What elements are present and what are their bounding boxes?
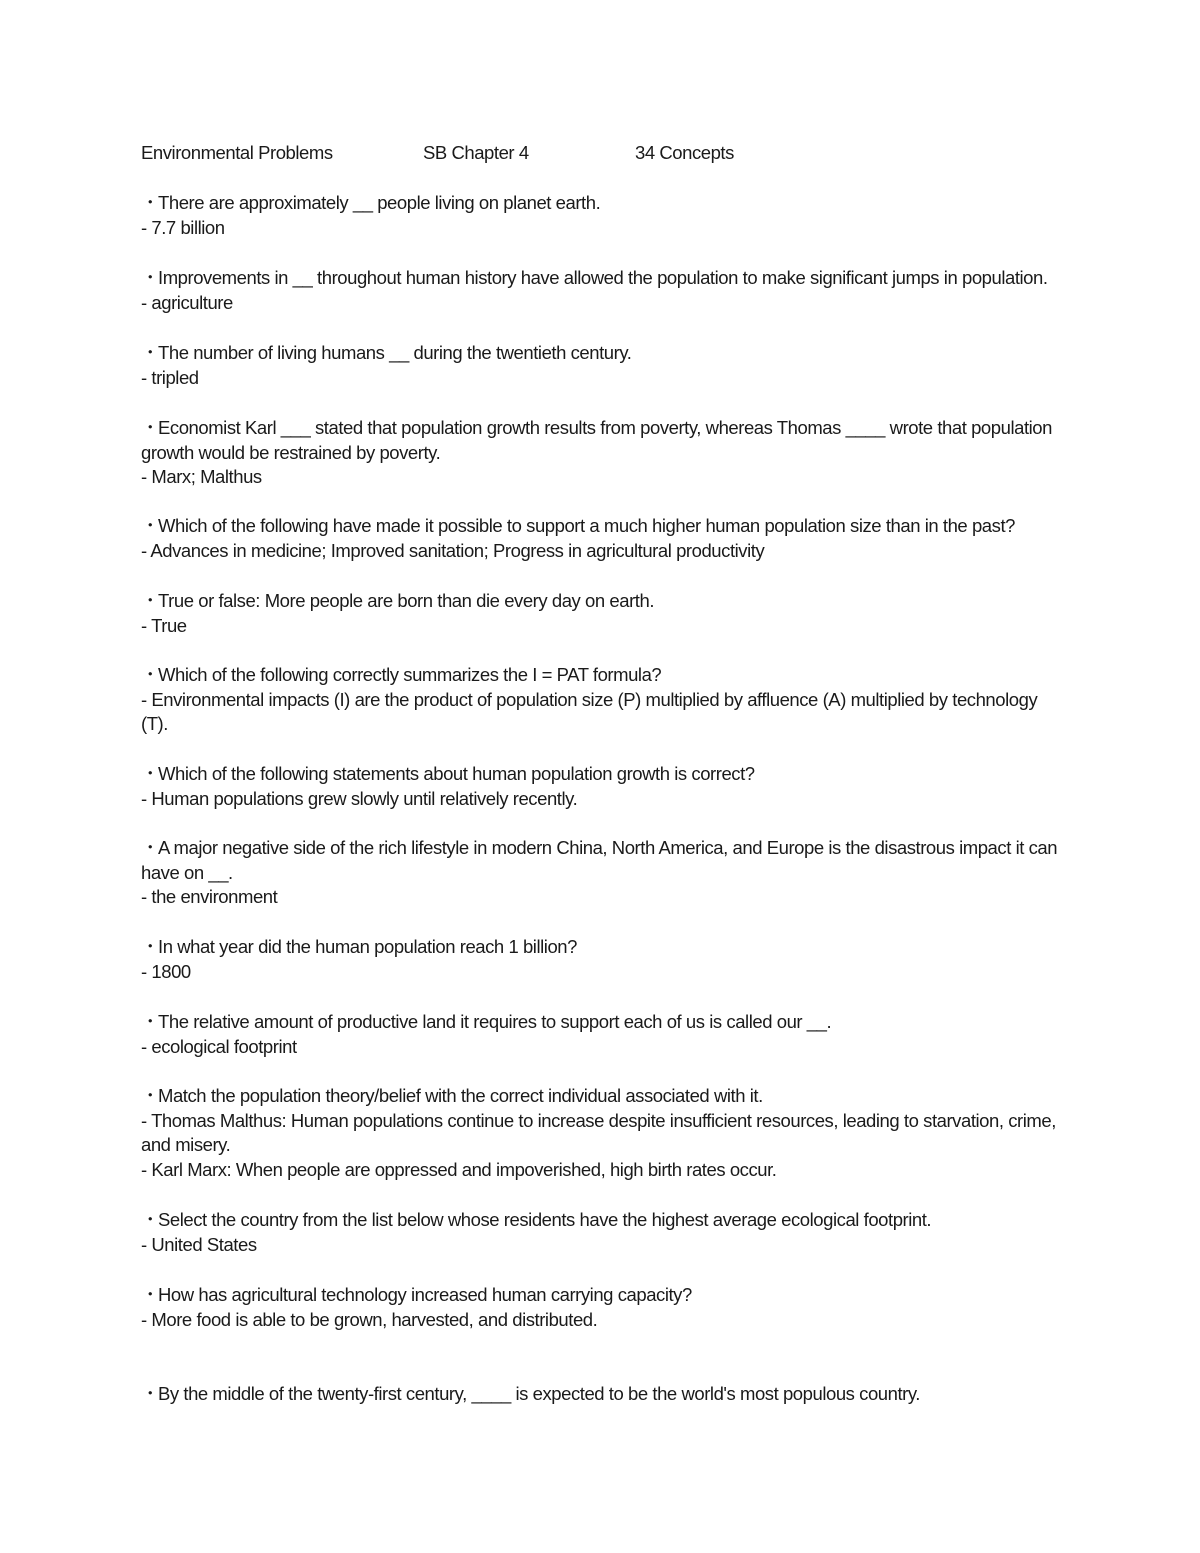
qa-item-11 <box>141 1010 1061 1059</box>
question-text: How has agricultural technology increased human carrying capacity? <box>158 1284 692 1305</box>
bullet-icon: ・ <box>141 342 160 363</box>
question <box>141 1208 1061 1233</box>
question-text: Which of the following statements about human population growth is correct? <box>158 763 755 784</box>
question-text: In what year did the human population reach 1 billion? <box>158 936 577 957</box>
bullet-icon: ・ <box>141 1383 160 1404</box>
answer: - Environmental impacts (I) are the product of population size (P) multiplied by affluence (A) multiplied by technology (T). <box>141 688 1038 735</box>
qa-item-2 <box>141 266 1061 315</box>
question-text: True or false: More people are born than die every day on earth. <box>158 590 655 611</box>
question-text: Improvements in __ throughout human history have allowed the population to make significant jumps in population. <box>158 267 1048 288</box>
question <box>141 1084 1061 1109</box>
question <box>141 589 1061 614</box>
qa-item-1 <box>141 191 1061 240</box>
answer: - 7.7 billion <box>141 216 225 238</box>
qa-item-7 <box>141 663 1061 737</box>
question-text: Which of the following have made it possible to support a much higher human population size than in the past? <box>158 515 1015 536</box>
qa-item-15 <box>141 1382 1061 1407</box>
question <box>141 341 1061 366</box>
bullet-icon: ・ <box>141 192 160 213</box>
bullet-icon: ・ <box>141 936 160 957</box>
question <box>141 762 1061 787</box>
concepts-count: 34 Concepts <box>635 142 734 163</box>
bullet-icon: ・ <box>141 590 160 611</box>
answer: - tripled <box>141 366 199 388</box>
bullet-icon: ・ <box>141 417 160 438</box>
question <box>141 1382 1061 1407</box>
bullet-icon: ・ <box>141 837 160 858</box>
question-text: Select the country from the list below whose residents have the highest average ecological footprint. <box>158 1209 932 1230</box>
question-text: The number of living humans __ during the twentieth century. <box>158 342 632 363</box>
answer: - 1800 <box>141 960 191 982</box>
answer: - True <box>141 614 187 636</box>
qa-item-3 <box>141 341 1061 390</box>
answer: - Karl Marx: When people are oppressed and impoverished, high birth rates occur. <box>141 1159 777 1181</box>
bullet-icon: ・ <box>141 763 160 784</box>
question <box>141 416 1061 465</box>
answer: - Human populations grew slowly until relatively recently. <box>141 787 578 809</box>
bullet-icon: ・ <box>141 1284 160 1305</box>
qa-item-6 <box>141 589 1061 638</box>
question <box>141 1010 1061 1035</box>
qa-item-12 <box>141 1084 1061 1183</box>
question-text: The relative amount of productive land it requires to support each of us is called our __. <box>158 1011 832 1032</box>
answer: - Thomas Malthus: Human populations continue to increase despite insufficient resources, leading to starvation, crime, and misery. <box>141 1109 1056 1156</box>
answer: - ecological footprint <box>141 1035 297 1057</box>
answer: - Advances in medicine; Improved sanitation; Progress in agricultural productivity <box>141 539 765 561</box>
qa-item-9 <box>141 836 1061 910</box>
bullet-icon: ・ <box>141 1085 160 1106</box>
question <box>141 836 1061 885</box>
qa-item-4 <box>141 416 1061 490</box>
question-text: By the middle of the twenty-first century, ____ is expected to be the world's most populous country. <box>158 1383 920 1404</box>
question <box>141 935 1061 960</box>
question <box>141 191 1061 216</box>
answer: - agriculture <box>141 291 233 313</box>
question-text: Match the population theory/belief with the correct individual associated with it. <box>158 1085 763 1106</box>
qa-item-10 <box>141 935 1061 984</box>
question-text: There are approximately __ people living on planet earth. <box>158 192 601 213</box>
document-title: Environmental Problems <box>141 142 333 163</box>
question <box>141 266 1061 291</box>
bullet-icon: ・ <box>141 664 160 685</box>
qa-item-5 <box>141 514 1061 563</box>
qa-item-14 <box>141 1283 1061 1332</box>
answer: - United States <box>141 1233 257 1255</box>
qa-item-13 <box>141 1208 1061 1257</box>
qa-item-8 <box>141 762 1061 811</box>
document-header <box>141 141 1141 166</box>
question <box>141 663 1061 688</box>
answer: - the environment <box>141 886 278 908</box>
bullet-icon: ・ <box>141 1011 160 1032</box>
answer: - More food is able to be grown, harvested, and distributed. <box>141 1308 598 1330</box>
bullet-icon: ・ <box>141 1209 160 1230</box>
question <box>141 1283 1061 1308</box>
question-text: A major negative side of the rich lifestyle in modern China, North America, and Europe is the disastrous impact it can have on __. <box>141 837 1058 883</box>
question-text: Economist Karl ___ stated that population growth results from poverty, whereas Thomas ____ wrote that population growth would be restrained by poverty. <box>141 417 1052 463</box>
chapter-label: SB Chapter 4 <box>423 142 529 163</box>
bullet-icon: ・ <box>141 267 160 288</box>
bullet-icon: ・ <box>141 515 160 536</box>
question <box>141 514 1061 539</box>
question-text: Which of the following correctly summarizes the I = PAT formula? <box>158 664 662 685</box>
answer: - Marx; Malthus <box>141 466 262 488</box>
